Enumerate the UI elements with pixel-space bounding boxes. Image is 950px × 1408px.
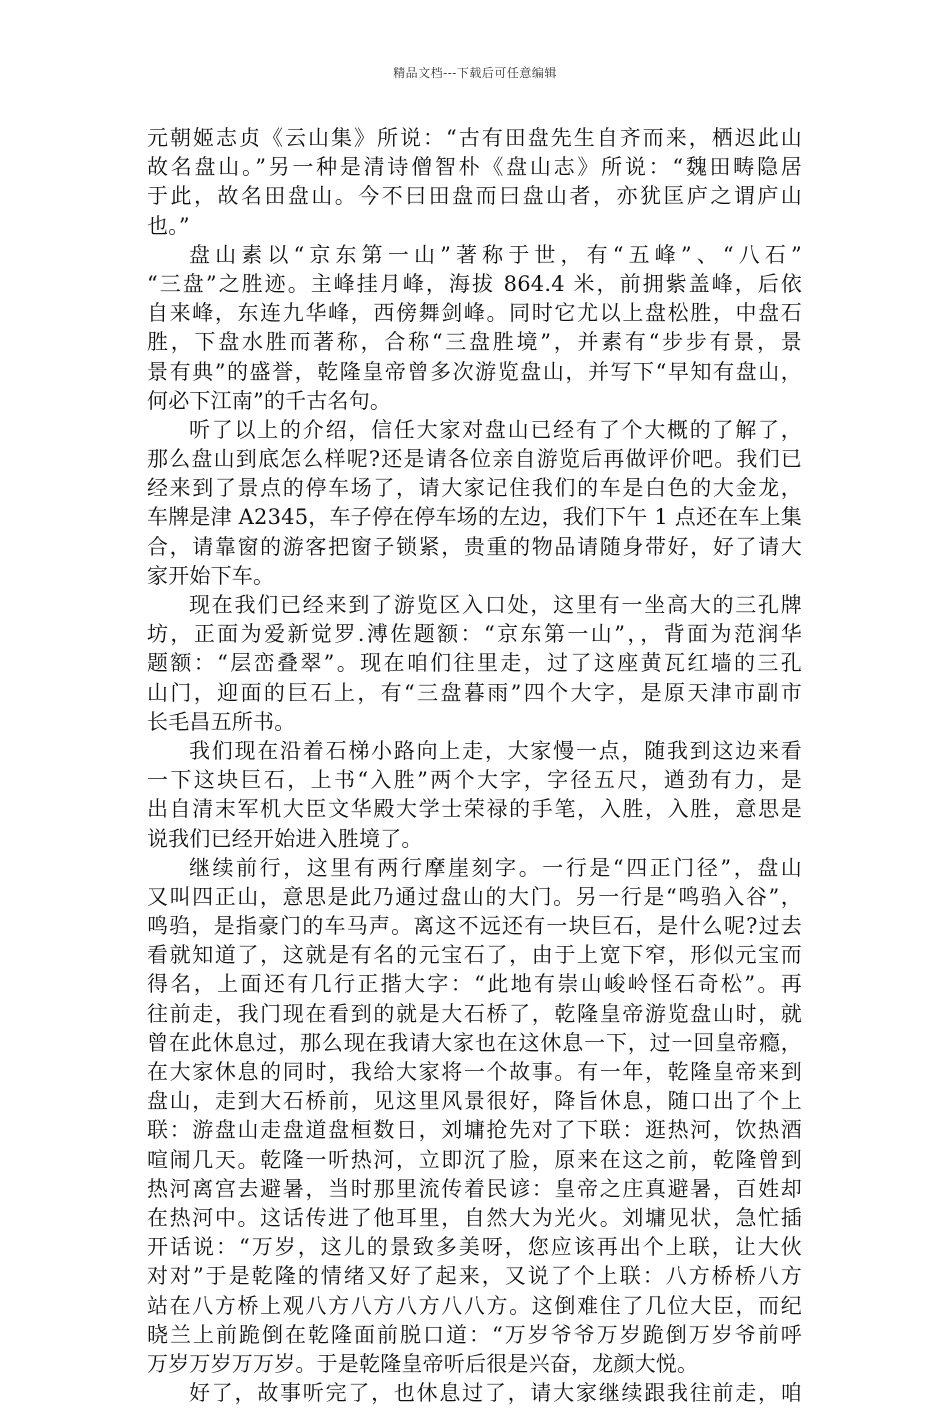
text-line: 坊，正面为爱新觉罗.溥佐题额：“京东第一山”，，背面为范润华 xyxy=(147,622,802,647)
text-line: 对对”于是乾隆的情绪又好了起来，又说了个上联：八方桥桥八方 xyxy=(147,1264,802,1289)
text-line: 我们现在沿着石梯小路向上走，大家慢一点，随我到这边来看 xyxy=(189,738,802,763)
text-line: 那么盘山到底怎么样呢?还是请各位亲自游览后再做评价吧。我们已 xyxy=(147,447,802,472)
text-line: 也。” xyxy=(147,213,190,238)
text-line: 在热河中。这话传进了他耳里，自然大为光火。刘墉见状，急忙插 xyxy=(147,1205,802,1230)
text-line: 出自清末军机大臣文华殿大学士荣禄的手笔，入胜，入胜，意思是 xyxy=(147,797,802,822)
text-line: 景有典”的盛誉，乾隆皇帝曾多次游览盘山，并写下“早知有盘山， xyxy=(147,359,802,384)
paragraph xyxy=(147,591,802,737)
text-line: 喧闹几天。乾隆一听热河，立即沉了脸，原来在这之前，乾隆曾到 xyxy=(147,1147,802,1172)
text-line: 好了，故事听完了，也休息过了，请大家继续跟我往前走，咱 xyxy=(189,1381,802,1406)
text-line: 山门，迎面的巨石上，有“三盘暮雨”四个大字，是原天津市副市 xyxy=(147,680,802,705)
text-line: 何必下江南”的千古名句。 xyxy=(147,388,392,413)
paragraph xyxy=(147,737,802,854)
paragraph xyxy=(147,241,802,416)
text-line: 晓兰上前跪倒在乾隆面前脱口道：“万岁爷爷万岁跪倒万岁爷前呼 xyxy=(147,1322,802,1347)
text-line: 胜，下盘水胜而著称，合称“三盘胜境”，并素有“步步有景，景 xyxy=(147,330,802,355)
text-line: 故名盘山。”另一种是清诗僧智朴《盘山志》所说：“魏田畴隐居 xyxy=(147,155,802,180)
text-line: 车牌是津 A2345，车子停在停车场的左边，我们下午 1 点还在车上集 xyxy=(147,505,802,530)
paragraph xyxy=(147,416,802,591)
text-line: 曾在此休息过，那么现在我请大家也在这休息一下，过一回皇帝瘾， xyxy=(147,1030,802,1055)
document-body xyxy=(147,124,802,1408)
text-line: 长毛昌五所书。 xyxy=(147,709,296,734)
text-line: 又叫四正山，意思是此乃通过盘山的大门。另一行是“鸣驺入谷”， xyxy=(147,884,802,909)
paragraph xyxy=(147,124,802,241)
text-line: 得名，上面还有几行正揩大字：“此地有崇山峻岭怪石奇松”。再 xyxy=(147,972,802,997)
text-line: 往前走，我门现在看到的就是大石桥了，乾隆皇帝游览盘山时，就 xyxy=(147,1001,802,1026)
text-line: 一下这块巨石，上书“入胜”两个大字，字径五尺，遒劲有力，是 xyxy=(147,768,802,793)
text-line: 联：游盘山走盘道盘桓数日，刘墉抢先对了下联：逛热河，饮热酒 xyxy=(147,1118,802,1143)
text-line: 家开始下车。 xyxy=(147,563,275,588)
text-line: 继续前行，这里有两行摩崖刻字。一行是“四正门径”，盘山 xyxy=(189,855,802,880)
text-line: 自来峰，东连九华峰，西傍舞剑峰。同时它尤以上盘松胜，中盘石 xyxy=(147,301,802,326)
text-line: 经来到了景点的停车场了，请大家记住我们的车是白色的大金龙， xyxy=(147,476,802,501)
text-line: 于此，故名田盘山。今不曰田盘而曰盘山者，亦犹匡庐之谓庐山 xyxy=(147,184,802,209)
text-line: 万岁万岁万万岁。于是乾隆皇帝听后很是兴奋，龙颜大悦。 xyxy=(147,1351,699,1376)
text-line: 热河离宫去避暑，当时那里流传着民谚：皇帝之庄真避暑，百姓却 xyxy=(147,1176,802,1201)
text-line: “三盘”之胜迹。主峰挂月峰，海拔 864.4 米，前拥紫盖峰，后依 xyxy=(147,271,802,296)
text-line: 现在我们已经来到了游览区入口处，这里有一坐高大的三孔牌 xyxy=(189,593,802,617)
text-line: 开话说：“万岁，这儿的景致多美呀，您应该再出个上联，让大伙 xyxy=(147,1235,802,1260)
text-line: 题额：“层峦叠翠”。现在咱们往里走，过了这座黄瓦红墙的三孔 xyxy=(147,651,802,676)
page-header: 精品文档---下载后可任意编辑 xyxy=(393,66,557,80)
text-line: 鸣驺，是指豪门的车马声。离这不远还有一块巨石，是什么呢?过去 xyxy=(147,914,802,939)
text-line: 说我们已经开始进入胜境了。 xyxy=(147,826,423,851)
text-line: 盘山，走到大石桥前，见这里风景很好，降旨休息，随口出了个上 xyxy=(147,1089,802,1114)
paragraph xyxy=(147,1379,802,1408)
text-line: 站在八方桥上观八方八方八方八八方。这倒难住了几位大臣，而纪 xyxy=(147,1293,802,1318)
text-line: 盘山素以“京东第一山”著称于世，有“五峰”、“八石” xyxy=(189,242,802,267)
text-line: 合，请靠窗的游客把窗子锁紧，贵重的物品请随身带好，好了请大 xyxy=(147,534,802,559)
paragraph xyxy=(147,854,802,1379)
text-line: 元朝姬志贞《云山集》所说：“古有田盘先生自齐而来，栖迟此山 xyxy=(147,126,802,150)
text-line: 听了以上的介绍，信任大家对盘山已经有了个大概的了解了， xyxy=(189,417,802,442)
text-line: 在大家休息的同时，我给大家将一个故事。有一年，乾隆皇帝来到 xyxy=(147,1060,802,1084)
text-line: 看就知道了，这就是有名的元宝石了，由于上宽下窄，形似元宝而 xyxy=(147,943,802,968)
